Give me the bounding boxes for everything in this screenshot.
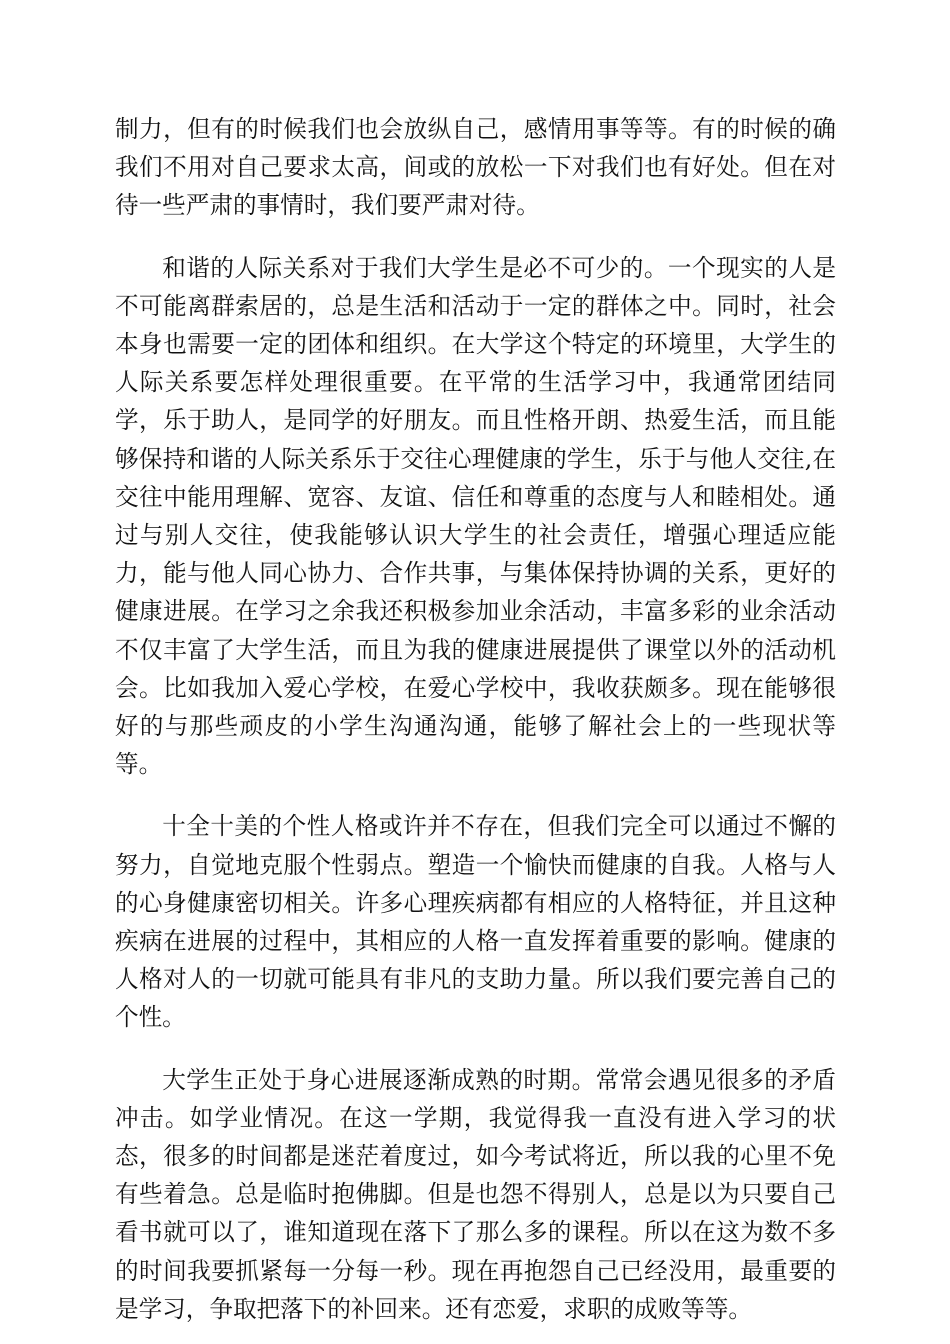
paragraph-continuation: 制力，但有的时候我们也会放纵自己，感情用事等等。有的时候的确我们不用对自己要求太高，间或的放松一下对我们也有好处。但在对待一些严肃的事情时，我们要严肃对待。	[115, 115, 836, 220]
paragraph-student-growth: 大学生正处于身心进展逐渐成熟的时期。常常会遇见很多的矛盾冲击。如学业情况。在这一学期，我觉得我一直没有进入学习的状态，很多的时间都是迷茫着度过，如今考试将近，所以我的心里不免有些着急。总是临时抱佛脚。但是也怨不得别人，总是以为只要自己看书就可以了，谁知道现在落下了那么多的课程。所以在这为数不多的时间我要抓紧每一分每一秒。现在再抱怨自己已经没用，最重要的是学习，争取把落下的补回来。还有恋爱，求职的成败等等。	[115, 1065, 836, 1323]
paragraph-personality: 十全十美的个性人格或许并不存在，但我们完全可以通过不懈的努力，自觉地克服个性弱点。塑造一个愉快而健康的自我。人格与人的心身健康密切相关。许多心理疾病都有相应的人格特征，并且这种疾病在进展的过程中，其相应的人格一直发挥着重要的影响。健康的人格对人的一切就可能具有非凡的支助力量。所以我们要完善自己的个性。	[115, 812, 836, 1032]
paragraph-interpersonal-relations: 和谐的人际关系对于我们大学生是必不可少的。一个现实的人是不可能离群索居的，总是生活和活动于一定的群体之中。同时，社会本身也需要一定的团体和组织。在大学这个特定的环境里，大学生的人际关系要怎样处理很重要。在平常的生活学习中，我通常团结同学，乐于助人，是同学的好朋友。而且性格开朗、热爱生活，而且能够保持和谐的人际关系乐于交往心理健康的学生，乐于与他人交往,在交往中能用理解、宽容、友谊、信任和尊重的态度与人和睦相处。通过与别人交往，使我能够认识大学生的社会责任，增强心理适应能力，能与他人同心协力、合作共事，与集体保持协调的关系，更好的健康进展。在学习之余我还积极参加业余活动，丰富多彩的业余活动不仅丰富了大学生活，而且为我的健康进展提供了课堂以外的活动机会。比如我加入爱心学校，在爱心学校中，我收获颇多。现在能够很好的与那些顽皮的小学生沟通沟通，能够了解社会上的一些现状等等。	[115, 253, 836, 779]
document-body	[115, 110, 836, 1328]
